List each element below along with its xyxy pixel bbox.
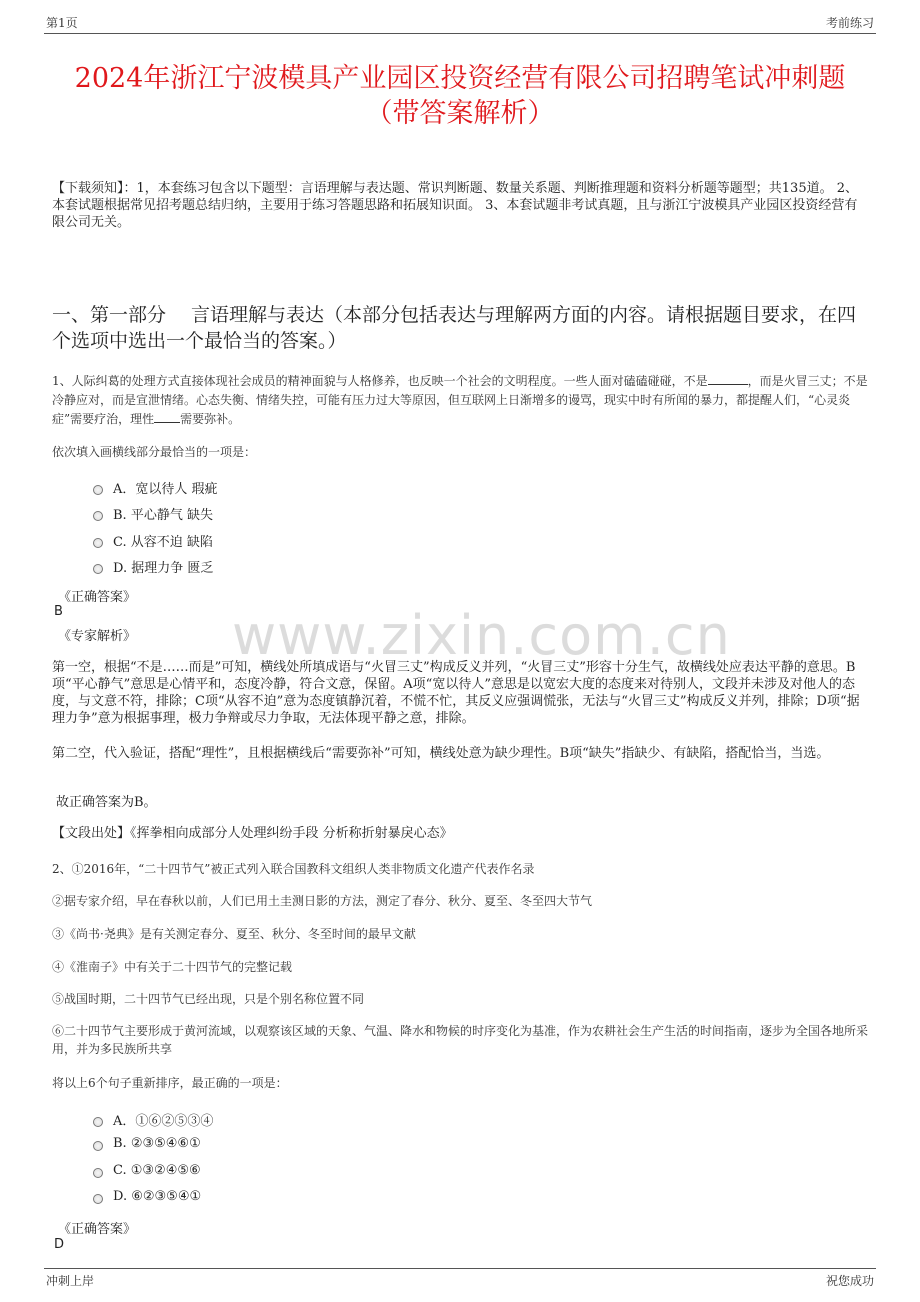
q1-answer-label: 《正确答案》 xyxy=(58,590,137,605)
header-divider xyxy=(44,33,876,34)
radio-icon[interactable] xyxy=(93,538,103,548)
question-1-prompt: 依次填入画横线部分最恰当的一项是： xyxy=(52,445,257,459)
q2-answer: D xyxy=(54,1237,65,1252)
download-notice: 【下载须知】：1，本套练习包含以下题型：言语理解与表达题、常识判断题、数量关系题、判断推理题和资料分析题等题型；共135道。 2、本套试题根据常见招考题总结归纳，主要用于练习答题思路和拓展知识面。 3、本套试题非考试真题，且与浙江宁波模具产业园区投资经营有限公司无关。 xyxy=(52,181,858,230)
q1-option-a-label: A．宽以待人 瑕疵 xyxy=(113,482,218,497)
q2-option-c-label: C. ①③②④⑤⑥ xyxy=(113,1163,201,1178)
radio-icon[interactable] xyxy=(93,485,103,495)
q2-option-b[interactable] xyxy=(93,1136,201,1151)
q2-option-a[interactable] xyxy=(93,1110,213,1129)
q1-analysis-2: 第二空，代入验证，搭配“理性”，且根据横线后“需要弥补”可知，横线处意为缺少理性。B项“缺失”指缺少、有缺陷，搭配恰当，当选。 xyxy=(52,746,830,761)
q1-source: 【文段出处】《挥拳相向成部分人处理纠纷手段 分析称折射暴戾心态》 xyxy=(52,826,453,841)
question-1-stem-part-b: ，而是火冒三丈；不是冷静应对，而是宣泄情绪。心态失衡、情绪失控，可能有压力过大等原因，但互联网上日渐增多的谩骂，现实中时有所闻的暴力，都提醒人们，“心灵炎症”需要疗治，理性 xyxy=(52,374,868,426)
q1-option-d[interactable] xyxy=(93,557,213,576)
q2-option-a-label: A．①⑥②⑤③④ xyxy=(113,1114,214,1129)
q1-option-b[interactable] xyxy=(93,504,213,523)
radio-icon[interactable] xyxy=(93,511,103,521)
q2-prompt: 将以上6个句子重新排序，最正确的一项是： xyxy=(52,1076,288,1090)
question-1-stem-part-a: 1、人际纠葛的处理方式直接体现社会成员的精神面貌与人格修养，也反映一个社会的文明程度。一些人面对磕磕碰碰，不是 xyxy=(52,374,708,388)
blank-1 xyxy=(708,372,748,385)
page-title: 2024年浙江宁波模具产业园区投资经营有限公司招聘笔试冲刺题（带答案解析） xyxy=(74,63,846,130)
watermark: www.zixin.com.cn xyxy=(232,604,731,667)
q1-option-a[interactable] xyxy=(93,478,218,497)
q1-option-c-label: C. 从容不迫 缺陷 xyxy=(113,535,213,550)
q1-analysis-label: 《专家解析》 xyxy=(58,629,137,644)
question-1-stem-part-c: 需要弥补。 xyxy=(180,412,241,426)
q2-sentence-2: ②据专家介绍，早在春秋以前，人们已用土圭测日影的方法，测定了春分、秋分、夏至、冬至四大节气 xyxy=(52,894,593,908)
radio-icon[interactable] xyxy=(93,564,103,574)
q2-sentence-3: ③《尚书·尧典》是有关测定春分、夏至、秋分、冬至时间的最早文献 xyxy=(52,927,416,941)
radio-icon[interactable] xyxy=(93,1141,103,1151)
q1-option-c[interactable] xyxy=(93,531,213,550)
radio-icon[interactable] xyxy=(93,1194,103,1204)
q1-option-d-label: D. 据理力争 匮乏 xyxy=(113,561,214,576)
q2-option-c[interactable] xyxy=(93,1163,201,1178)
q2-option-b-label: B. ②③⑤④⑥① xyxy=(113,1136,201,1151)
q1-answer: B xyxy=(54,604,63,619)
q2-option-d[interactable] xyxy=(93,1189,201,1204)
q1-analysis-1: 第一空，根据“不是……而是”可知，横线处所填成语与“火冒三丈”构成反义并列，“火冒三丈”形容十分生气，故横线处应表达平静的意思。B项“平心静气”意思是心情平和，态度冷静，符合文意，保留。A项“宽以待人”意思是以宽宏大度的态度来对待别人，文段并未涉及对他人的态度，与文意不符，排除；C项“从容不迫”意为态度镇静沉着，不慌不忙，其反义应强调慌张，无法与“火冒三丈”构成反义并列，排除；D项“据理力争”意为根据事理，极力争辩或尽力争取，无法体现平静之意，排除。 xyxy=(52,660,860,726)
q2-sentence-5: ⑤战国时期，二十四节气已经出现，只是个别名称位置不同 xyxy=(52,992,365,1006)
page-number: 第1页 xyxy=(46,16,78,30)
header-tag: 考前练习 xyxy=(825,16,874,30)
radio-icon[interactable] xyxy=(93,1117,103,1127)
question-1-stem xyxy=(52,372,868,429)
blank-2 xyxy=(154,410,180,423)
footer-left: 冲刺上岸 xyxy=(46,1274,95,1288)
q1-conclusion: 故正确答案为B。 xyxy=(56,795,157,810)
q2-option-d-label: D. ⑥②③⑤④① xyxy=(113,1189,202,1204)
q2-sentence-1: 2、①2016年，“二十四节气”被正式列入联合国教科文组织人类非物质文化遗产代表作名录 xyxy=(52,862,535,876)
q2-answer-label: 《正确答案》 xyxy=(58,1222,137,1237)
footer-right: 祝您成功 xyxy=(825,1274,874,1288)
section-title: 一、第一部分 言语理解与表达（本部分包括表达与理解两方面的内容。请根据题目要求，在四个选项中选出一个最恰当的答案。） xyxy=(52,304,857,352)
q2-sentence-6: ⑥二十四节气主要形成于黄河流域，以观察该区域的天象、气温、降水和物候的时序变化为基准，作为农耕社会生产生活的时间指南，逐步为全国各地所采用，并为多民族所共享 xyxy=(52,1024,869,1056)
q2-sentence-4: ④《淮南子》中有关于二十四节气的完整记载 xyxy=(52,960,293,974)
radio-icon[interactable] xyxy=(93,1168,103,1178)
q1-option-b-label: B. 平心静气 缺失 xyxy=(113,508,213,523)
footer-divider xyxy=(44,1268,876,1269)
